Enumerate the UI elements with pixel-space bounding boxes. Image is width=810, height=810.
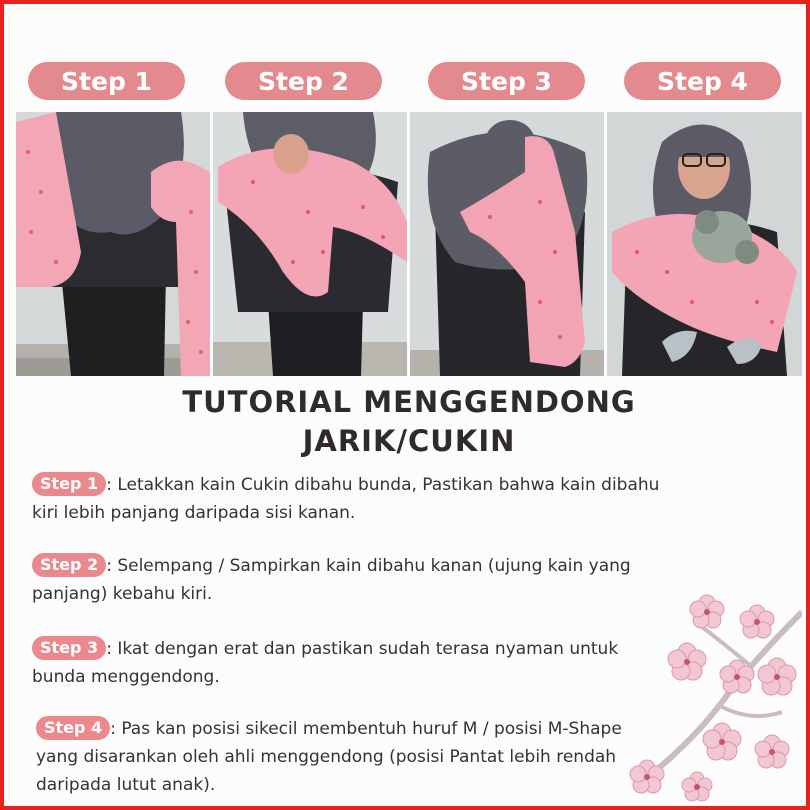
step-1-text: : Letakkan kain Cukin dibahu bunda, Pastikan bahwa kain dibahu kiri lebih panjang daripada sisi kanan. (32, 475, 660, 523)
step-1-photo (16, 112, 210, 376)
step-2-pill: Step 2 (225, 62, 382, 100)
instruction-step-1 (32, 471, 662, 527)
step-2-badge: Step 2 (32, 553, 106, 577)
step-1-pill: Step 1 (28, 62, 185, 100)
step-3-photo (410, 112, 604, 376)
step-4-photo (607, 112, 802, 376)
title-line-2: JARIK/CUKIN (302, 424, 516, 458)
title-line-1: TUTORIAL MENGGENDONG (182, 385, 636, 419)
instruction-step-4 (36, 715, 656, 799)
cherry-blossom-decoration (602, 582, 802, 802)
step-4-pill: Step 4 (624, 62, 781, 100)
step-4-text: : Pas kan posisi sikecil membentuh huruf M / posisi M-Shape yang disarankan oleh ahli menggendong (posisi Pantat lebih rendah daripada lutut anak). (36, 719, 622, 795)
step-1-badge: Step 1 (32, 472, 106, 496)
instruction-step-3 (32, 635, 662, 691)
step-4-badge: Step 4 (36, 716, 110, 740)
step-3-badge: Step 3 (32, 636, 106, 660)
instruction-step-2 (32, 552, 662, 608)
step-3-pill: Step 3 (428, 62, 585, 100)
step-3-text: : Ikat dengan erat dan pastikan sudah terasa nyaman untuk bunda menggendong. (32, 639, 619, 687)
step-2-text: : Selempang / Sampirkan kain dibahu kanan (ujung kain yang panjang) kebahu kiri. (32, 556, 631, 604)
step-2-photo (213, 112, 407, 376)
